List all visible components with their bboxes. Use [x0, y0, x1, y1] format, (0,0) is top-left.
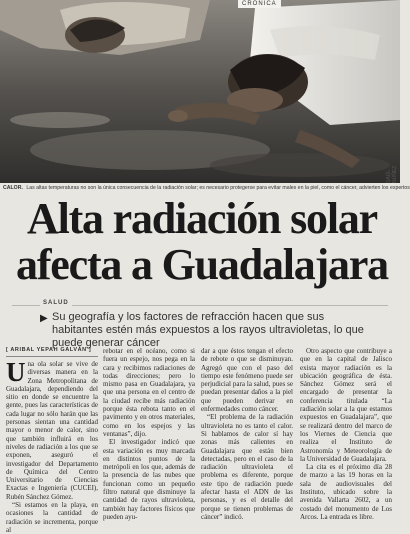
deck-arrow-icon: ▶	[40, 313, 48, 324]
section-label: SALUD	[40, 300, 72, 306]
headline	[6, 196, 398, 288]
paragraph: La cita es el próximo día 28 de marzo a las 19 horas en la sala de audiovisuales del Instituto, ubicado sobre la avenida Vallarta 2602, a un costado del monumento de Los Arcos. La entrada es libre.	[300, 463, 392, 521]
article-column-2	[103, 347, 195, 521]
photo-credit: SAÚL NÚÑEZ	[386, 165, 398, 183]
article-column-3	[201, 347, 293, 521]
paragraph-text: na ola solar se vive de diversas manera en la Zona Metropolitana de Guadalajara, dependiendo del sitio en donde se encuentre la gente, pues las características de cada lugar no sólo harán que las personas sientan una cantidad mayor o menor de calor, sino que también influirá en los niveles de radiación a los que se exponen, aseguró el investigador del Departamento de Química del Centro Universitario de Ciencias Exactas e Ingeniería (CUCEI), Rubén Sánchez Gómez.	[6, 360, 98, 501]
headline-line-2: afecta a Guadalajara	[16, 240, 388, 289]
paragraph: “Si estamos en la playa, en ocasiones la cantidad de radiación se incrementa, porque al	[6, 501, 98, 534]
caption-label: CALOR.	[3, 185, 23, 191]
article-column-1	[6, 357, 98, 534]
byline: [ ARIBAL YEPAH GALVÁN ]	[6, 347, 92, 353]
paragraph: rebotar en el océano, como si fuera un espejo, nos pega en la cara y recibimos radiaciones de todas direcciones; pero lo mismo pasa en Guadalajara, ya que una persona en el centro de la ciudad recibe más radiación porque ésta rebota tanto en el pavimento y en otros materiales, como en los espejos y las ventanas”, dijo.	[103, 347, 195, 438]
caption-text: Las altas temperaturas no son la única consecuencia de la radiación solar; es necesario protegerse para evitar males en la piel, como el cáncer, advierten los expertos	[26, 185, 410, 191]
drop-cap: U	[6, 357, 26, 387]
photo-illustration	[0, 0, 400, 183]
article-photo	[0, 0, 400, 183]
paragraph: “El problema de la radiación ultravioleta no es tanto el calor. Si hablamos de calor sí hay zonas más calientes en Guadalajara que están bien detectadas, pero en el caso de la radiación ultravioleta el problema es diferente, porque este tipo de radiación puede afectar hasta el ADN de las personas, y es el detalle del porque se tienen problemas de cáncer” indicó.	[201, 413, 293, 521]
paragraph: El investigador indicó que esta variación es muy marcada en distintos puntos de la metrópoli en los que, además de la presencia de las nubes que funcionan como un pequeño filtro natural que disminuye la cantidad de rayos ultravioleta, también hay factores físicos que pueden ayu-	[103, 438, 195, 521]
deck	[40, 311, 372, 350]
section-tag: CRÓNICA	[238, 0, 281, 8]
deck-text: Su geografía y los factores de refracción hacen que sus habitantes estén más expuestos a los rayos ultravioletas, lo que puede generar cáncer	[52, 311, 364, 349]
paragraph	[6, 357, 98, 501]
paragraph: dar a que éstos tengan el efecto de rebote o que se disminuyan. Agregó que con el paso del tiempo este fenómeno puede ser perjudicial para la salud, pues se puedan presentar daños a la piel que pueden derivar en enfermedades como cáncer.	[201, 347, 293, 414]
photo-caption	[3, 185, 410, 191]
headline-line-1: Alta radiación solar	[27, 194, 377, 243]
article-column-4	[300, 347, 392, 521]
paragraph: Otro aspecto que contribuye a que en la capital de Jalisco exista mayor radiación es la ubicación geográfica de ésta. Sánchez Gómez será el encargado de presentar la conferencia titulada “La radiación solar a la que estamos expuestos en Guadalajara”, que se realizará dentro del marco de los Viernes de Ciencia que realiza el Instituto de Astronomía y Meteorología de la Universidad de Guadalajara.	[300, 347, 392, 463]
